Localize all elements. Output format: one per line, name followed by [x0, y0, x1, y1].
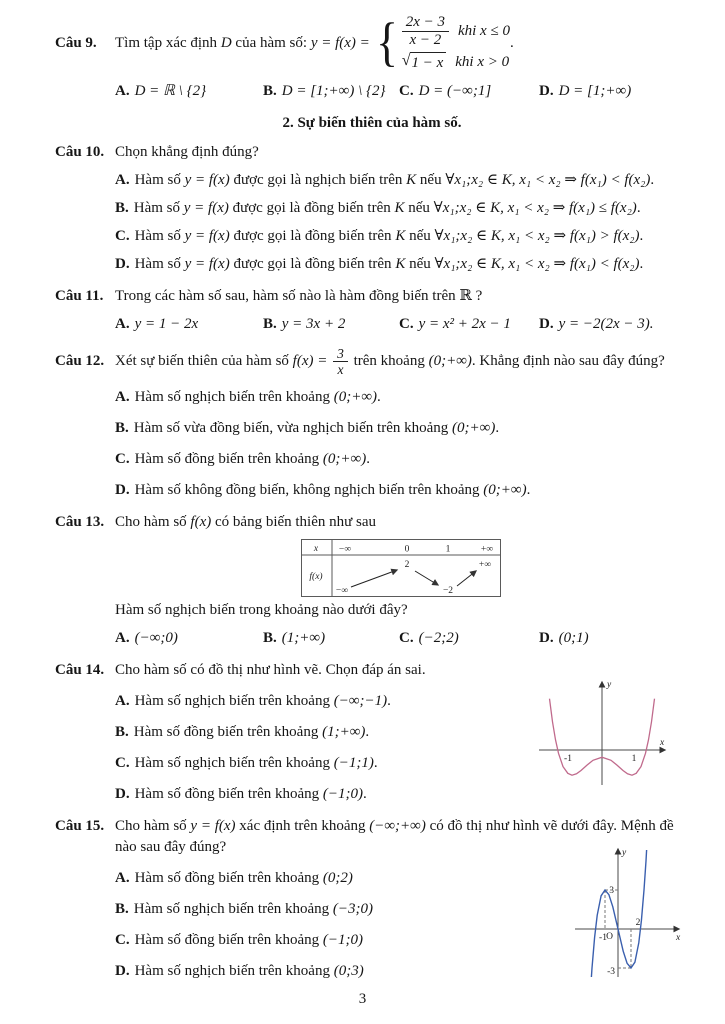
option-text: Hàm số đồng biến trên khoảng	[134, 450, 323, 467]
option-math: ∀x₁;x₂ ∈ K, x₁ < x₂ ⇒ f(x₁) ≤ f(x₂)	[433, 199, 637, 216]
stem-text: Trong các hàm số sau, hàm số nào là hàm đồng biến trên	[115, 287, 460, 304]
option-c	[115, 930, 573, 951]
option-math: (0;+∞)	[483, 481, 527, 498]
option-b	[115, 418, 689, 439]
option-text: nếu	[405, 227, 435, 244]
x-axis-label: x	[660, 737, 665, 748]
option-math: (0;+∞)	[333, 388, 378, 405]
option-text: Hàm số	[134, 255, 185, 272]
option-text: nếu	[405, 255, 435, 272]
option-key: D.	[539, 315, 554, 332]
function-curve	[591, 847, 646, 977]
option-key: D.	[115, 962, 130, 979]
question-12-stem	[115, 346, 689, 377]
variation-table	[301, 539, 501, 597]
option-text: Hàm số	[134, 171, 185, 188]
cubic-graph	[573, 844, 685, 982]
brace-icon: {	[375, 11, 398, 72]
origin-label: O	[606, 931, 613, 942]
x-axis-label: x	[676, 932, 681, 943]
option-text: D = [1;+∞) \ {2}	[281, 82, 386, 99]
stem-text: . Khẳng định nào sau đây đúng?	[471, 352, 665, 369]
option-math: (−3;0)	[332, 900, 373, 917]
option-text: Hàm số không đồng biến, không nghịch biến trên khoảng	[134, 481, 484, 498]
option-text: Hàm số nghịch biến trên khoảng	[133, 900, 333, 917]
question-9-stem	[115, 11, 689, 74]
option-key: D.	[115, 785, 130, 802]
option-math: K	[406, 171, 417, 188]
option-c	[115, 449, 689, 470]
option-math: (−∞;−1)	[333, 692, 388, 709]
case-row-2	[402, 52, 510, 74]
option-key: B.	[263, 315, 277, 332]
table-f-label: f(x)	[309, 571, 323, 582]
option-math: K	[394, 199, 405, 216]
stem-math: y = f(x)	[190, 817, 236, 834]
option-math: y = f(x)	[183, 199, 229, 216]
option-key: C.	[399, 315, 414, 332]
stem-math: f(x) =	[292, 352, 328, 369]
option-text: .	[363, 785, 367, 802]
option-d	[115, 254, 689, 275]
question-13-stem	[115, 512, 689, 533]
option-a	[115, 628, 263, 649]
stem-text: có bảng biến thiên như sau	[211, 513, 377, 530]
option-key: A.	[115, 692, 130, 709]
cases	[402, 14, 510, 74]
period: .	[509, 35, 514, 52]
option-math: ∀x₁;x₂ ∈ K, x₁ < x₂ ⇒ f(x₁) < f(x₂)	[434, 255, 640, 272]
option-text: Hàm số đồng biến trên khoảng	[133, 723, 323, 740]
option-math: (0;+∞)	[452, 419, 496, 436]
question-10	[55, 142, 689, 275]
stem-text: Xét sự biến thiên của hàm số	[115, 352, 293, 369]
stem-text: Tìm tập xác định	[115, 35, 221, 52]
table-x-label: x	[313, 543, 319, 554]
option-text: được gọi là nghịch biến trên	[229, 171, 407, 188]
option-b	[263, 314, 399, 335]
option-math: K	[395, 227, 406, 244]
fraction	[333, 346, 348, 377]
option-math: K	[395, 255, 406, 272]
option-text: y = x² + 2x − 1	[418, 315, 511, 332]
option-c	[399, 81, 539, 102]
y-tick-3: 3	[609, 885, 614, 896]
option-key: B.	[263, 629, 277, 646]
option-text: được gọi là đồng biến trên	[229, 255, 396, 272]
option-text: .	[366, 450, 370, 467]
square-root	[402, 52, 447, 74]
option-text: Hàm số nghịch biến trên khoảng	[134, 388, 334, 405]
question-9-label: Câu 9.	[55, 35, 97, 52]
option-text: .	[639, 255, 644, 272]
question-9	[55, 11, 689, 102]
fraction	[402, 14, 449, 49]
table-f-left: −∞	[335, 585, 349, 596]
option-text: Hàm số đồng biến trên khoảng	[134, 785, 323, 802]
option-math: (−1;1)	[333, 754, 374, 771]
stem-text: Cho hàm số	[115, 513, 191, 530]
question-12-label: Câu 12.	[55, 352, 105, 369]
option-text: .	[639, 227, 644, 244]
option-math: ∀x₁;x₂ ∈ K, x₁ < x₂ ⇒ f(x₁) < f(x₂)	[445, 171, 651, 188]
y-tick-minus3: -3	[607, 966, 615, 977]
option-text: D = (−∞;1]	[418, 82, 492, 99]
option-text: y = 1 − 2x	[134, 315, 199, 332]
option-text: y = −2(2x − 3).	[558, 315, 654, 332]
option-text: .	[377, 388, 381, 405]
option-key: A.	[115, 869, 130, 886]
quartic-graph	[535, 675, 673, 791]
piecewise-function	[310, 11, 514, 74]
option-math: y = f(x)	[184, 255, 230, 272]
option-c	[399, 314, 539, 335]
stem-text: ?	[471, 287, 483, 304]
option-text: .	[495, 419, 500, 436]
x-tick-minus1: -1	[599, 932, 607, 943]
option-math: y = f(x)	[184, 171, 230, 188]
option-d	[115, 784, 535, 805]
table-f-max: 2	[404, 559, 410, 570]
option-text: Hàm số	[133, 199, 184, 216]
question-12	[55, 346, 689, 501]
y-axis-label: y	[607, 679, 612, 690]
option-text: Hàm số đồng biến trên khoảng	[134, 931, 323, 948]
option-text: (1;+∞)	[281, 629, 326, 646]
option-key: D.	[539, 629, 554, 646]
option-c	[115, 226, 689, 247]
stem-math: ℝ	[459, 287, 472, 304]
question-13	[55, 512, 689, 649]
option-math: y = f(x)	[184, 227, 230, 244]
section-heading: 2. Sự biến thiên của hàm số.	[282, 114, 462, 131]
case-condition-1: khi x ≤ 0	[457, 22, 510, 39]
option-key: B.	[115, 900, 129, 917]
case-condition-2: khi x > 0	[455, 54, 510, 71]
question-11-label: Câu 11.	[55, 287, 104, 304]
stem-math: (−∞;+∞)	[369, 817, 426, 834]
option-text: .	[650, 171, 655, 188]
option-math: ∀x₁;x₂ ∈ K, x₁ < x₂ ⇒ f(x₁) > f(x₂)	[434, 227, 640, 244]
option-key: C.	[399, 82, 414, 99]
table-x-right: +∞	[480, 544, 494, 555]
option-d	[115, 961, 573, 982]
question-11-stem	[115, 286, 689, 307]
question-15-label: Câu 15.	[55, 817, 105, 834]
question-14	[55, 660, 689, 805]
question-14-label: Câu 14.	[55, 661, 105, 678]
table-f-min: −2	[442, 585, 454, 596]
case-row-1	[402, 14, 510, 49]
option-b	[263, 81, 399, 102]
option-text: Hàm số nghịch biến trên khoảng	[134, 692, 334, 709]
option-key: B.	[263, 82, 277, 99]
question-13-subquestion: Hàm số nghịch biến trong khoảng nào dưới đây?	[115, 601, 408, 618]
option-math: (0;2)	[322, 869, 353, 886]
table-x-1: 1	[445, 544, 451, 555]
x-tick-2: 2	[635, 917, 641, 928]
stem-math: D	[220, 35, 232, 52]
option-math: (−1;0)	[322, 931, 364, 948]
option-text: D = ℝ \ {2}	[134, 82, 207, 99]
stem-text: trên khoảng	[349, 352, 429, 369]
option-b	[115, 198, 689, 219]
arrow-up-icon	[457, 571, 476, 586]
option-key: D.	[539, 82, 554, 99]
radicand: 1 − x	[410, 52, 446, 74]
option-c	[115, 753, 535, 774]
question-13-options	[115, 628, 689, 649]
question-14-options	[55, 681, 535, 805]
table-x-left: −∞	[338, 544, 352, 555]
question-15-options	[55, 858, 573, 982]
option-a	[115, 691, 535, 712]
question-9-options	[115, 81, 689, 102]
option-a	[115, 387, 689, 408]
function-lhs: y = f(x) =	[310, 35, 370, 52]
option-key: B.	[115, 199, 129, 216]
option-text: .	[636, 199, 641, 216]
option-c	[399, 628, 539, 649]
question-10-label: Câu 10.	[55, 143, 105, 160]
option-text: y = 3x + 2	[281, 315, 346, 332]
fraction-denominator: x − 2	[409, 31, 442, 48]
option-text: (−2;2)	[418, 629, 459, 646]
option-d	[539, 81, 689, 102]
option-b	[115, 722, 535, 743]
option-key: D.	[115, 481, 130, 498]
option-a	[115, 81, 263, 102]
fraction-numerator: 3	[333, 346, 348, 362]
option-math: (1;+∞)	[322, 723, 366, 740]
option-key: A.	[115, 315, 130, 332]
option-math: (0;+∞)	[322, 450, 367, 467]
arrow-down-icon	[415, 571, 438, 585]
option-a	[115, 314, 263, 335]
option-key: C.	[115, 754, 130, 771]
radical-icon: √	[401, 51, 411, 69]
option-text: nếu	[416, 171, 446, 188]
stem-text: có đồ thị như hình vẽ dưới đây. Mệnh đề nào sau đây đúng?	[115, 817, 674, 855]
option-key: C.	[115, 227, 130, 244]
option-key: A.	[115, 171, 130, 188]
option-d	[539, 628, 689, 649]
option-text: Hàm số nghịch biến trên khoảng	[134, 754, 334, 771]
fraction-numerator: 2x − 3	[402, 14, 449, 32]
x-tick-minus1: -1	[564, 753, 572, 764]
option-key: D.	[115, 255, 130, 272]
option-key: C.	[115, 450, 130, 467]
stem-text: Cho hàm số	[115, 817, 191, 834]
option-text: D = [1;+∞)	[558, 82, 632, 99]
option-text: (0;1)	[558, 629, 589, 646]
y-axis-label: y	[622, 847, 627, 858]
option-text: .	[526, 481, 531, 498]
option-text: nếu	[404, 199, 434, 216]
option-key: B.	[115, 723, 129, 740]
option-text: Hàm số đồng biến trên khoảng	[134, 869, 323, 886]
option-b	[263, 628, 399, 649]
table-x-0: 0	[404, 544, 410, 555]
question-11-options	[115, 314, 689, 335]
option-key: A.	[115, 629, 130, 646]
option-text: được gọi là đồng biến trên	[229, 227, 396, 244]
option-text: Hàm số	[134, 227, 185, 244]
stem-math: (0;+∞)	[428, 352, 472, 369]
question-15	[55, 816, 689, 982]
option-key: B.	[115, 419, 129, 436]
option-text: được gọi là đồng biến trên	[228, 199, 395, 216]
x-tick-1: 1	[631, 753, 637, 764]
stem-text: của hàm số:	[231, 35, 311, 52]
question-11	[55, 286, 689, 335]
option-b	[115, 899, 573, 920]
option-d	[115, 480, 689, 501]
page-number: 3	[358, 991, 367, 1007]
option-d	[539, 314, 689, 335]
option-text: .	[387, 692, 391, 709]
option-key: A.	[115, 82, 130, 99]
option-text: Hàm số nghịch biến trên khoảng	[134, 962, 334, 979]
option-math: (0;3)	[333, 962, 364, 979]
question-10-stem: Chọn khẳng định đúng?	[115, 143, 259, 160]
option-a	[115, 170, 689, 191]
option-text: (−∞;0)	[134, 629, 178, 646]
option-text: .	[365, 723, 370, 740]
question-13-label: Câu 13.	[55, 513, 105, 530]
stem-math: f(x)	[190, 513, 212, 530]
table-f-right: +∞	[478, 559, 492, 570]
option-a	[115, 868, 573, 889]
question-14-stem: Cho hàm số có đồ thị như hình vẽ. Chọn đáp án sai.	[115, 661, 426, 678]
option-text: .	[373, 754, 378, 771]
option-text: Hàm số vừa đồng biến, vừa nghịch biến trên khoảng	[133, 419, 453, 436]
stem-text: xác định trên khoảng	[235, 817, 370, 834]
fraction-denominator: x	[337, 361, 344, 377]
option-math: (−1;0)	[322, 785, 364, 802]
option-key: C.	[399, 629, 414, 646]
option-key: A.	[115, 388, 130, 405]
option-key: C.	[115, 931, 130, 948]
arrow-up-icon	[351, 570, 397, 587]
